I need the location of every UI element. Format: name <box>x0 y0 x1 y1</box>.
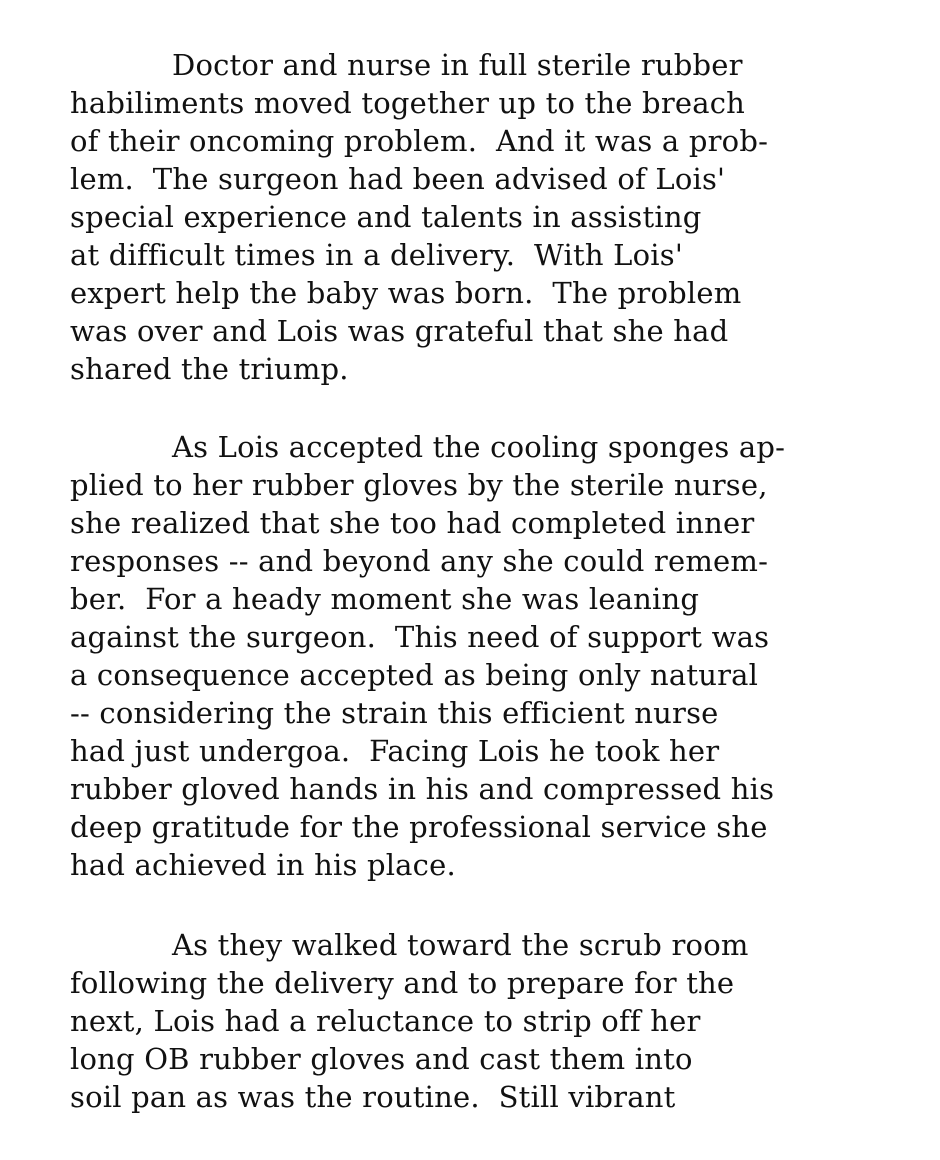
text-line: at difficult times in a delivery. With Lois' <box>70 238 684 272</box>
text-line: rubber gloved hands in his and compressed his <box>70 772 775 806</box>
text-line: a consequence accepted as being only natural <box>70 658 759 692</box>
text-line: had just undergoa. Facing Lois he took her <box>70 734 720 768</box>
text-line: shared the triump. <box>70 352 349 386</box>
text-line: habiliments moved together up to the breach <box>70 86 746 120</box>
text-line: Doctor and nurse in full sterile rubber <box>172 48 743 82</box>
text-line: she realized that she too had completed inner <box>70 506 755 540</box>
text-line: against the surgeon. This need of support was <box>70 620 770 654</box>
text-line: ber. For a heady moment she was leaning <box>70 582 700 616</box>
text-line: -- considering the strain this efficient nurse <box>70 696 719 730</box>
text-line: had achieved in his place. <box>70 848 456 882</box>
text-line: plied to her rubber gloves by the sterile nurse, <box>70 468 768 502</box>
text-line: As Lois accepted the cooling sponges ap- <box>172 430 786 464</box>
text-line: was over and Lois was grateful that she had <box>70 314 729 348</box>
text-line: special experience and talents in assisting <box>70 200 702 234</box>
text-line: of their oncoming problem. And it was a prob- <box>70 124 769 158</box>
text-line: expert help the baby was born. The problem <box>70 276 742 310</box>
text-line: soil pan as was the routine. Still vibrant <box>70 1080 676 1114</box>
text-line: long OB rubber gloves and cast them into <box>70 1042 693 1076</box>
text-line: deep gratitude for the professional service she <box>70 810 768 844</box>
text-line: lem. The surgeon had been advised of Lois' <box>70 162 726 196</box>
text-line: responses -- and beyond any she could remem- <box>70 544 769 578</box>
text-line: following the delivery and to prepare for the <box>70 966 735 1000</box>
text-line: next, Lois had a reluctance to strip off her <box>70 1004 701 1038</box>
text-line: As they walked toward the scrub room <box>172 928 749 962</box>
